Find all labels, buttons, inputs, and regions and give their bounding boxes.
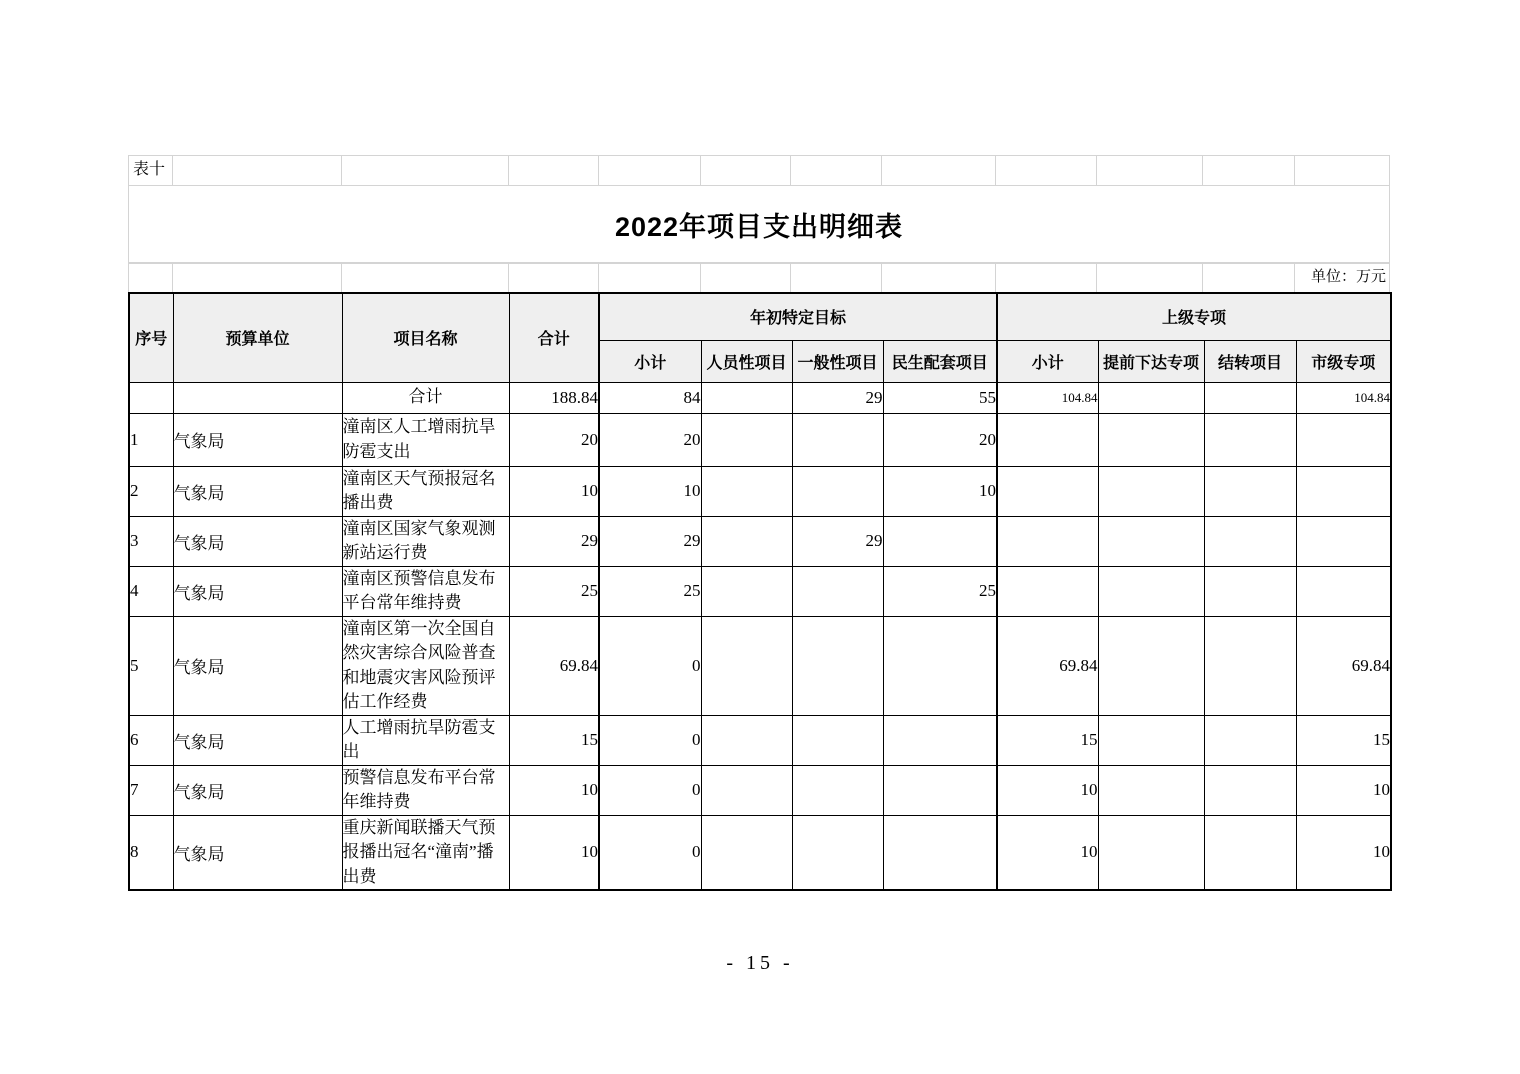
table-row xyxy=(129,616,1391,715)
col-header-subtotal-1: 小计 xyxy=(599,340,701,382)
cell-value xyxy=(997,566,1098,616)
cell-value xyxy=(1098,566,1204,616)
grid-cell xyxy=(1203,156,1295,186)
cell-value: 0 xyxy=(599,765,701,815)
cell-value xyxy=(1296,413,1391,466)
cell-value: 104.84 xyxy=(1296,382,1391,413)
grid-cell xyxy=(129,264,173,292)
col-header-carryover-projects: 结转项目 xyxy=(1204,340,1296,382)
cell-value xyxy=(701,566,792,616)
cell-value: 188.84 xyxy=(509,382,599,413)
table-row xyxy=(129,466,1391,516)
cell-value xyxy=(701,715,792,765)
cell-value xyxy=(792,413,883,466)
col-header-subtotal-2: 小计 xyxy=(997,340,1098,382)
cell-value xyxy=(701,516,792,566)
table-row xyxy=(129,765,1391,815)
table-row xyxy=(129,815,1391,890)
grid-cell xyxy=(173,156,342,186)
cell-value: 10 xyxy=(509,765,599,815)
cell-value: 69.84 xyxy=(997,616,1098,715)
col-header-no: 序号 xyxy=(129,293,173,382)
cell-value xyxy=(997,413,1098,466)
cell-value: 20 xyxy=(509,413,599,466)
row-budget-unit: 气象局 xyxy=(173,715,342,765)
cell-value xyxy=(792,815,883,890)
table-row xyxy=(129,715,1391,765)
cell-value xyxy=(1098,516,1204,566)
col-header-livelihood-projects: 民生配套项目 xyxy=(883,340,997,382)
cell-value: 25 xyxy=(883,566,997,616)
row-budget-unit: 气象局 xyxy=(173,516,342,566)
cell-value xyxy=(883,715,997,765)
row-budget-unit xyxy=(173,382,342,413)
cell-value: 20 xyxy=(599,413,701,466)
grid-cell xyxy=(701,264,792,292)
row-budget-unit: 气象局 xyxy=(173,413,342,466)
col-header-total: 合计 xyxy=(509,293,599,382)
grid-cell xyxy=(509,156,599,186)
row-no: 2 xyxy=(129,466,173,516)
cell-value xyxy=(1204,466,1296,516)
grid-cell xyxy=(996,156,1097,186)
cell-value: 69.84 xyxy=(1296,616,1391,715)
cell-value: 84 xyxy=(599,382,701,413)
cell-value xyxy=(1098,413,1204,466)
cell-value xyxy=(883,616,997,715)
cell-value xyxy=(1098,466,1204,516)
cell-value xyxy=(1204,715,1296,765)
cell-value xyxy=(701,616,792,715)
grid-cell xyxy=(342,264,509,292)
cell-value: 15 xyxy=(997,715,1098,765)
cell-value xyxy=(1204,765,1296,815)
cell-value xyxy=(1296,516,1391,566)
col-header-municipal-special: 市级专项 xyxy=(1296,340,1391,382)
cell-value xyxy=(701,413,792,466)
cell-value: 10 xyxy=(997,765,1098,815)
cell-value xyxy=(883,516,997,566)
cell-value xyxy=(1204,382,1296,413)
row-no: 5 xyxy=(129,616,173,715)
row-no: 8 xyxy=(129,815,173,890)
cell-value xyxy=(997,516,1098,566)
table-header-group-row xyxy=(129,293,1391,340)
row-no: 3 xyxy=(129,516,173,566)
cell-value xyxy=(701,466,792,516)
unit-grid-row xyxy=(128,263,1390,292)
expenditure-table xyxy=(128,292,1392,891)
grid-cell xyxy=(509,264,599,292)
cell-value: 29 xyxy=(792,516,883,566)
cell-value: 25 xyxy=(599,566,701,616)
col-header-general-projects: 一般性项目 xyxy=(792,340,883,382)
cell-value xyxy=(701,382,792,413)
row-no: 6 xyxy=(129,715,173,765)
cell-value: 15 xyxy=(1296,715,1391,765)
row-project-name: 潼南区预警信息发布平台常年维持费 xyxy=(342,566,509,616)
row-project-name: 潼南区第一次全国自然灾害综合风险普查和地震灾害风险预评估工作经费 xyxy=(342,616,509,715)
cell-value: 55 xyxy=(883,382,997,413)
cell-value xyxy=(1098,382,1204,413)
row-project-name: 潼南区国家气象观测新站运行费 xyxy=(342,516,509,566)
cell-value: 25 xyxy=(509,566,599,616)
row-budget-unit: 气象局 xyxy=(173,616,342,715)
cell-value xyxy=(792,566,883,616)
row-no: 4 xyxy=(129,566,173,616)
cell-value xyxy=(1098,616,1204,715)
cell-value: 29 xyxy=(509,516,599,566)
cell-value xyxy=(792,616,883,715)
table-row xyxy=(129,516,1391,566)
row-no: 1 xyxy=(129,413,173,466)
title-row xyxy=(128,186,1390,263)
row-no xyxy=(129,382,173,413)
cell-value xyxy=(883,815,997,890)
grid-cell xyxy=(342,156,509,186)
grid-cell xyxy=(701,156,792,186)
cell-value: 0 xyxy=(599,715,701,765)
cell-value xyxy=(792,765,883,815)
cell-value xyxy=(1204,516,1296,566)
table-row xyxy=(129,566,1391,616)
cell-value xyxy=(1296,466,1391,516)
col-header-budget-unit: 预算单位 xyxy=(173,293,342,382)
grid-cell xyxy=(1203,264,1295,292)
cell-value xyxy=(701,815,792,890)
cell-value xyxy=(1098,715,1204,765)
row-budget-unit: 气象局 xyxy=(173,765,342,815)
row-project-name: 重庆新闻联播天气预报播出冠名“潼南”播出费 xyxy=(342,815,509,890)
table-row xyxy=(129,413,1391,466)
cell-value xyxy=(997,466,1098,516)
row-budget-unit: 气象局 xyxy=(173,566,342,616)
grid-cell xyxy=(791,156,882,186)
cell-value xyxy=(1204,616,1296,715)
grid-cell xyxy=(882,264,996,292)
col-group-superior-special: 上级专项 xyxy=(997,293,1391,340)
cell-value: 69.84 xyxy=(509,616,599,715)
top-grid-row xyxy=(128,155,1390,186)
cell-value xyxy=(1204,815,1296,890)
row-budget-unit: 气象局 xyxy=(173,466,342,516)
row-project-name: 潼南区人工增雨抗旱防雹支出 xyxy=(342,413,509,466)
grid-cell xyxy=(173,264,342,292)
cell-value xyxy=(1098,815,1204,890)
grid-cell xyxy=(599,264,701,292)
cell-value: 10 xyxy=(1296,815,1391,890)
row-project-name: 潼南区天气预报冠名播出费 xyxy=(342,466,509,516)
cell-value: 10 xyxy=(509,815,599,890)
unit-note: 单位：万元 xyxy=(1295,264,1390,292)
cell-value: 10 xyxy=(509,466,599,516)
cell-value: 15 xyxy=(509,715,599,765)
cell-value: 104.84 xyxy=(997,382,1098,413)
total-row xyxy=(129,382,1391,413)
cell-value xyxy=(792,466,883,516)
cell-value: 29 xyxy=(792,382,883,413)
cell-value: 10 xyxy=(1296,765,1391,815)
cell-value: 0 xyxy=(599,616,701,715)
grid-cell xyxy=(791,264,882,292)
cell-value xyxy=(1098,765,1204,815)
cell-value: 29 xyxy=(599,516,701,566)
row-no: 7 xyxy=(129,765,173,815)
cell-value: 20 xyxy=(883,413,997,466)
spreadsheet-area xyxy=(128,155,1390,891)
grid-cell xyxy=(1097,264,1203,292)
grid-cell xyxy=(599,156,701,186)
grid-cell xyxy=(1097,156,1203,186)
cell-value xyxy=(1296,566,1391,616)
cell-value xyxy=(792,715,883,765)
row-project-name: 人工增雨抗旱防雹支出 xyxy=(342,715,509,765)
grid-cell xyxy=(882,156,996,186)
cell-value xyxy=(883,765,997,815)
page-title: 2022年项目支出明细表 xyxy=(614,211,904,242)
col-header-personnel-projects: 人员性项目 xyxy=(701,340,792,382)
cell-value xyxy=(1204,566,1296,616)
cell-value: 10 xyxy=(599,466,701,516)
row-budget-unit: 气象局 xyxy=(173,815,342,890)
cell-value xyxy=(701,765,792,815)
cell-value: 10 xyxy=(883,466,997,516)
cell-value: 10 xyxy=(997,815,1098,890)
grid-cell xyxy=(1295,156,1390,186)
col-header-project-name: 项目名称 xyxy=(342,293,509,382)
col-group-year-start-targets: 年初特定目标 xyxy=(599,293,997,340)
page-number: - 15 - xyxy=(726,952,794,974)
col-header-advance-special: 提前下达专项 xyxy=(1098,340,1204,382)
cell-value xyxy=(1204,413,1296,466)
row-project-name: 预警信息发布平台常年维持费 xyxy=(342,765,509,815)
total-row-label: 合计 xyxy=(342,382,509,413)
cell-value: 0 xyxy=(599,815,701,890)
grid-cell xyxy=(996,264,1097,292)
sheet-label: 表十 xyxy=(129,156,173,186)
